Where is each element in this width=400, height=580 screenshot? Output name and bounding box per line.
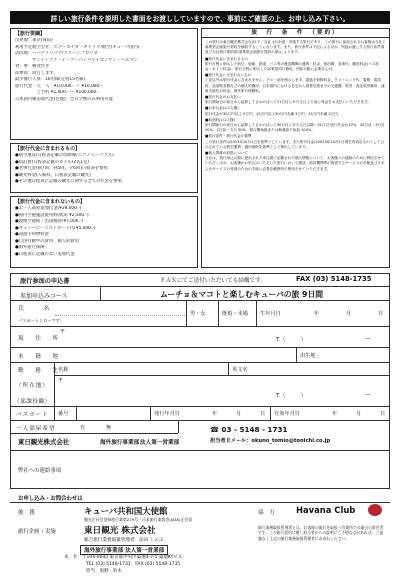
notes-input[interactable] <box>70 452 386 486</box>
work-dept-label: （部課役職） <box>14 399 51 405</box>
course-name[interactable]: ムーチョ＆マコトと楽しむキューバの旅 9日間 <box>160 290 324 299</box>
conditions-title: 旅 行 条 件 （要約） <box>202 29 389 38</box>
license-note: 観光庁長官登録旅行業第279号・日本旅行業協会(JATA)正会員 <box>84 517 193 522</box>
divider <box>10 406 390 407</box>
work-postal[interactable]: 〒 <box>58 378 64 384</box>
passport-roman-label: パスポート上ローマ字 <box>18 318 60 323</box>
single-room-no[interactable]: 無 <box>106 425 112 431</box>
manager-note: 旅行業務取扱管理者とは、お客様の旅行を取扱う営業所での取引の責任者です。この旅行契約に関し担当者からの説明にご不明な点があれば、ご遠慮なく上記の旅行業務取扱管理者にお尋ねください。 <box>258 525 384 541</box>
basic-lines-line: ご予約 ¥1,000.- ～ ¥100,000.- <box>15 90 100 95</box>
divider <box>54 362 55 406</box>
work-address-label: （所在地） <box>16 383 49 389</box>
condition-paragraph: ■取消料(お1人様) 旅行開始日の前日から起算してさかのぼって40日目にあたる日以降〜31日目 旅行代金の10%、30日目〜3日目 20%、2日前〜当日 50%、旅行開始後または無連絡不参加 100%。 <box>205 117 385 133</box>
company-name: 東日観光株式会社 <box>18 438 70 446</box>
birth-day[interactable]: 日 <box>378 311 384 317</box>
issue-year[interactable]: 年 <box>212 411 218 417</box>
inc-lines-line: ●航空運賃(日程表記載の国際線/エコノミークラス) <box>15 153 114 158</box>
divider <box>150 406 151 420</box>
single-room-label: 一人部屋希望 <box>16 426 56 432</box>
divider <box>54 406 55 420</box>
planner-label: 旅行企画・実施 <box>18 529 56 535</box>
divider <box>186 300 187 326</box>
basic-lines-line: 食 事：朝食付き <box>15 64 50 69</box>
condition-paragraph: ■旅行代金に含まれないもの 上記以外は旅行代金に含まれません。その一部を例示します。超過手荷物料金、クリーニング代、電報・電話料、追加飲食費などの個人的費用、日本国内における自宅から発着空港までの交通費、旅券・査証取得費用、渡航手続代行料金、海外旅行保険料。 <box>205 73 385 93</box>
condition-paragraph: ■旅行条件・旅行代金の基準 この旅行条件は2013年10月1日を基準としています。また旅行代金は2013年10月1日現在有効なものとして公示されている航空運賃・適用規則を基準として算出しています。 <box>205 134 385 149</box>
conditions-body <box>202 38 389 267</box>
address-postal[interactable]: 〒 <box>60 329 66 335</box>
condition-paragraph: ■旅行代金のお支払い 旅行開始日の前日から起算してさかのぼって21日目にあたる日より前に残金をお支払いいただきます。 <box>205 95 372 105</box>
inc-lines-line: ●その他日程表に記載の観光に関する全ての代金を参照 <box>15 179 122 184</box>
condition-paragraph: ■個人情報の取扱について 当社は、旅行申込の際に提出された申込書に記載された個人情報について、お客様との連絡のために利用させていただくほか、お客様がお申込みいただいた旅行において運送・宿泊機関等の提供するサービスの手配及びそれらのサービスの受領のための手続に必要な範囲内で利用させていただきます。 <box>205 151 385 171</box>
condition-paragraph: ■お申込金(お1人様) 旅行代金が30万円以上 5万円、15万円以上30万円未満 3万円、15万円未満 2万円。 <box>205 106 342 116</box>
sponsor: キューバ共和国大使館 <box>84 506 168 516</box>
address-tel[interactable]: T.（ ） <box>276 337 307 343</box>
issue-month[interactable]: 月 <box>236 411 242 417</box>
work-tel[interactable]: T.（ ） <box>276 393 307 399</box>
divider <box>10 502 390 503</box>
exc-lines-line: ●現地空港税・出国税(約¥7,000.-) <box>15 219 84 224</box>
expiry-year[interactable]: 年 <box>332 411 338 417</box>
exc-lines-line: ●超過手荷物料金 <box>15 232 49 237</box>
divider <box>10 362 390 363</box>
exc-lines-line: ●国内空港施設使用料(成田 ¥2,500.-) <box>15 212 89 218</box>
cooperation-label: 協 力 <box>258 510 275 516</box>
single-room-yes[interactable]: 有 <box>80 425 86 431</box>
included-lines <box>15 153 193 186</box>
notice-banner: 詳しい旅行条件を説明した書面をお渡ししていますので、事前にご確認の上、お申し込み下さい。 <box>10 11 390 24</box>
company-section: 法人第一営業部 <box>140 440 180 446</box>
included-box <box>10 143 198 193</box>
tour-outline-heading: 【旅行要綱】 <box>15 31 46 37</box>
birth-month[interactable]: 月 <box>346 311 352 317</box>
inquiry-label: お申し込み・お問合わせは <box>18 496 83 502</box>
divider <box>10 433 178 434</box>
company-name-label: 名称 <box>58 367 69 373</box>
basic-lines-line: 出発地：東京(成田) <box>15 38 53 43</box>
excluded-box <box>10 196 198 268</box>
divider <box>228 362 229 375</box>
office-address: 本 社：〒104-0045 東京都中央区築地4-7-5 築地KYビル <box>64 555 183 560</box>
conditions-box <box>201 28 390 268</box>
exc-lines-line: ●お一人部屋追加代金(¥39,000.-) <box>15 206 82 211</box>
basic-lines-line: 日本国内線追加代金(往復)：全日空便のみ利用可能 <box>15 96 113 102</box>
passport-number-label: 番号 <box>58 411 69 417</box>
fax-number: FAX (03) 5148-1735 <box>296 275 372 283</box>
address-tel-dash: — <box>365 336 371 342</box>
excluded-lines <box>15 206 193 258</box>
sponsor-label: 後 援 <box>18 510 35 516</box>
divider <box>100 286 101 300</box>
havana-club-logo <box>368 504 382 516</box>
included-heading: 【旅行代金に含まれるもの】 <box>15 146 81 152</box>
divider <box>10 286 390 287</box>
office-tel-fax: TEL (03) 5148-1731 FAX (03) 5148-1735 <box>86 562 181 567</box>
tour-outline-box <box>10 28 198 140</box>
divider <box>10 420 390 421</box>
divider <box>178 420 179 433</box>
domicile-label: 本 籍 地 <box>18 354 61 360</box>
divider <box>10 347 390 348</box>
divider <box>270 406 271 420</box>
issue-day[interactable]: 日 <box>260 411 266 417</box>
birth-year[interactable]: 年 <box>314 311 320 317</box>
course-label: 参加申込みコース <box>20 293 68 300</box>
inc-lines-line: ●観光料金(入場料、日程表記載の観光) <box>15 172 91 178</box>
work-label: 勤 務 先 <box>18 368 61 374</box>
tour-outline-lines <box>15 38 193 103</box>
expiry-label: 有効年月日 <box>274 411 300 417</box>
name-label: 氏 名 <box>18 306 53 312</box>
company-phone: ☎ 03 - 5148 - 1731 <box>210 425 288 434</box>
contact-email: 担当者Ｅメール：okuno_tomio@tonichi.co.jp <box>210 438 331 444</box>
exc-lines-line: ●日程表に記載のない追加代金 <box>15 251 75 257</box>
expiry-month[interactable]: 月 <box>356 411 362 417</box>
basic-lines-line: サンティアゴ・デ・クーバ / バラデロ / サン・ヘルマン <box>15 57 139 63</box>
form-title: 旅行参加の申込書 <box>20 278 70 285</box>
basic-lines-line: 最少催行人員：10名様(定員15名様) <box>15 77 86 82</box>
marital-options[interactable]: 既婚・未婚 <box>222 311 248 317</box>
exc-lines-line: ●キューバツーリストカード代(¥5,000.-) <box>15 225 96 231</box>
exc-lines-line: ●自由行動中の費用、個人的費用 <box>15 238 79 244</box>
address-label: 現 住 所 <box>18 336 61 342</box>
basic-lines-line: 添乗員：同行します。 <box>15 70 58 76</box>
notes-label: 弊社への連絡事項 <box>18 468 62 474</box>
basic-lines-line: 利用予定航空会社：エアーカナダ・キャリア/航空(キューバ国内) <box>15 44 140 50</box>
divider <box>10 326 390 327</box>
basic-lines-line: 旅行代金：大 人 ¥10,000.- ～ ¥10,000.- <box>15 83 103 89</box>
condition-paragraph: この旅行は東日観光株式会社(以下「当社」)が企画・実施する旅行であり、この旅行に参加されるお客様は当社と募集型企画旅行契約を締結することになります。また、旅行条件は下記によるほか、別途お渡しする旅行条件書及び当社旅行業約款(募集型企画旅行契約の部)によります。 <box>205 40 386 55</box>
cooperation-brand: Havana Club <box>296 505 356 515</box>
planner-name: 東日観光 株式会社 <box>84 526 156 536</box>
name-input[interactable] <box>55 301 185 316</box>
exc-lines-line: ●海外旅行保険 <box>15 245 45 250</box>
expiry-day[interactable]: 日 <box>380 411 386 417</box>
manager-line: 総合旅行業務取扱管理者：前田 しのぶ <box>84 538 164 543</box>
company-dept: 海外旅行事業部 <box>100 440 140 446</box>
english-name-label: 英文名 <box>232 367 248 373</box>
basic-lines-line: 訪問地：ハバナ / ハバナ/グリーンフロリダ <box>15 51 98 56</box>
gender-options[interactable]: 男・女 <box>190 311 206 317</box>
divider <box>10 450 390 451</box>
birth-label: 生年月日 <box>260 311 281 317</box>
issue-date-label: 発行年月日 <box>154 411 180 417</box>
staff-line: 担当：奥野・鈴木 <box>86 569 122 574</box>
fax-note: ＦＡＸにてご送付いただいても結構です。 <box>160 278 266 284</box>
divider <box>76 406 77 420</box>
inc-lines-line: ●宿泊費(日程表記載のホテル/2名1室) <box>15 159 89 165</box>
work-tel-dash: — <box>365 392 371 398</box>
divider <box>54 375 390 376</box>
divider <box>296 347 297 362</box>
inc-lines-line: ●食事代金(朝7回、昼5回、夕6回)日程表を参照 <box>15 166 108 171</box>
passport-label: パスポート <box>16 412 49 418</box>
excluded-heading: 【旅行代金に含まれないもの】 <box>15 199 86 205</box>
dept-line: 海外旅行事業部 法人第一営業部 <box>80 545 168 555</box>
divider <box>218 300 219 326</box>
birthplace-label: 出生地 <box>300 353 316 359</box>
divider <box>256 300 257 326</box>
condition-paragraph: ■旅行代金に含まれるもの 旅行日程に明示した航空、船舶、鉄道、バス等の運送機関の運賃・料金、宿泊費、食事代、観光料金(バス料金・ガイド料金)、旅行日程に明示した添乗員同行費用、団体行動に必要な心付。 <box>205 56 379 72</box>
